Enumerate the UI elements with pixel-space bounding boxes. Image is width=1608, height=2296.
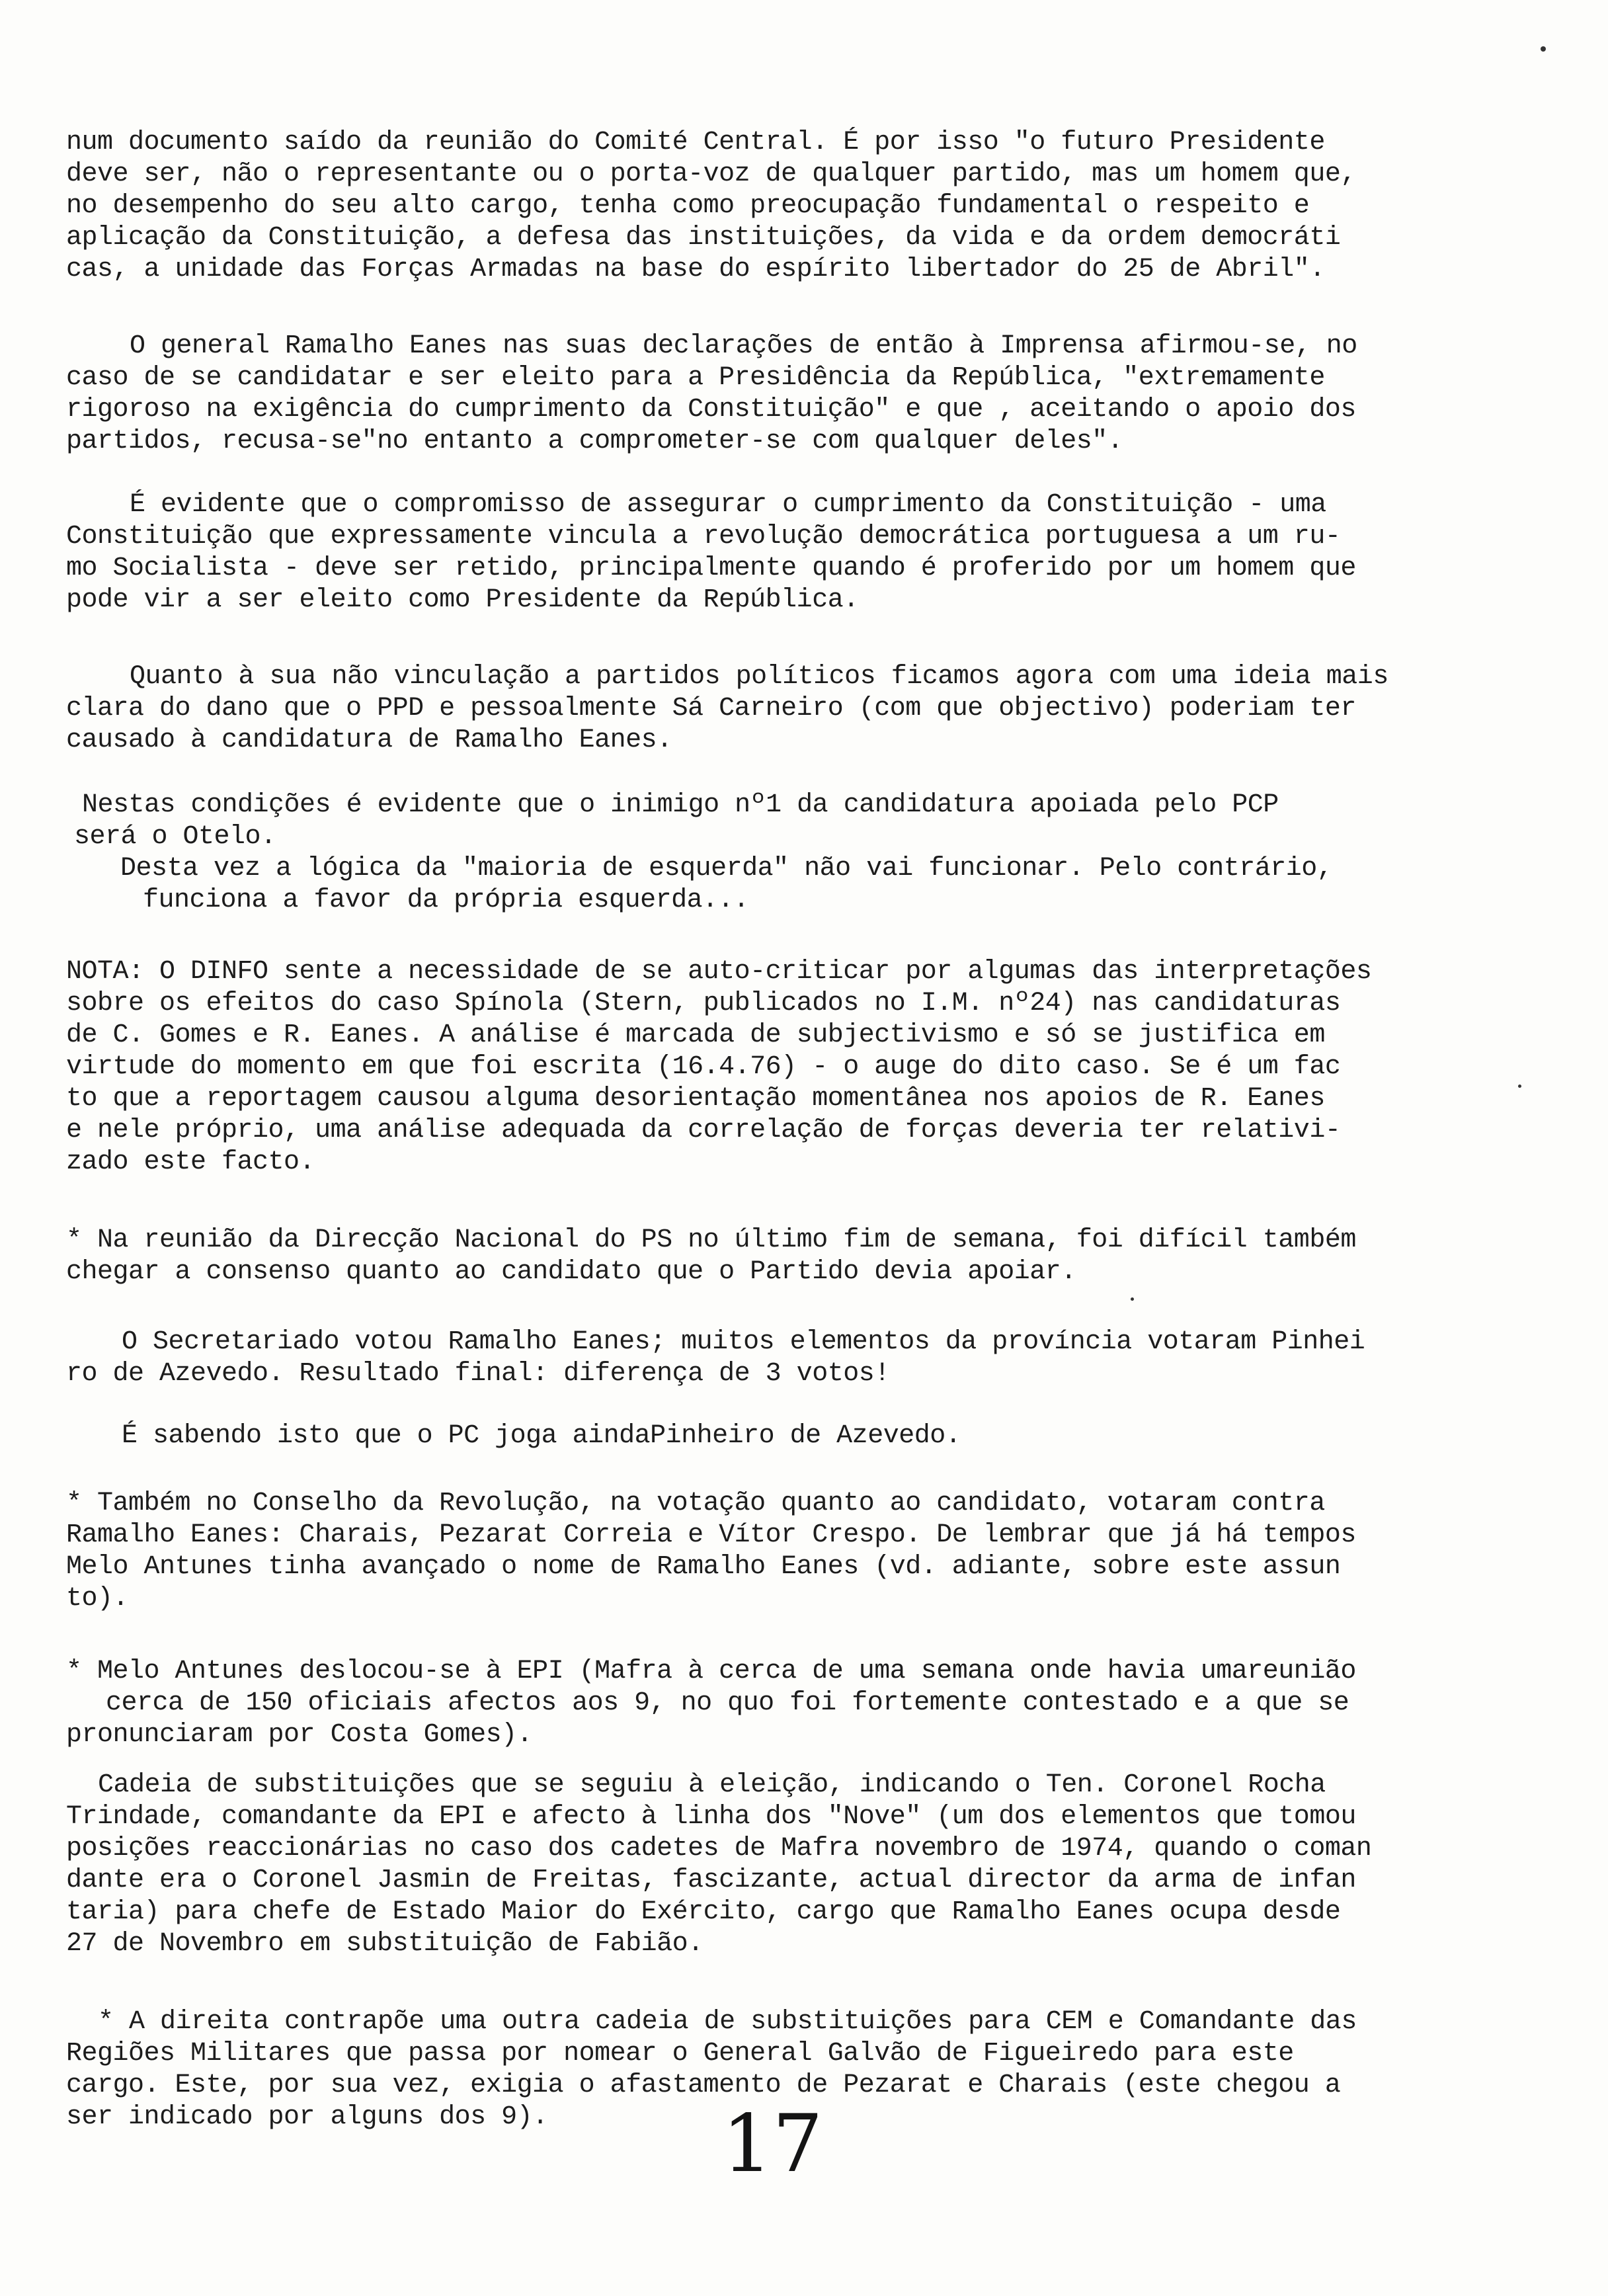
text-line: caso de se candidatar e ser eleito para a Presidência da República, "extremamente (66, 363, 1325, 393)
text-line: rigoroso na exigência do cumprimento da Constituição" e que , aceitando o apoio dos (66, 395, 1356, 425)
text-line: num documento saído da reunião do Comité Central. É por isso "o futuro Presidente (66, 128, 1325, 157)
text-line: to que a reportagem causou alguma desorientação momentânea nos apoios de R. Eanes (66, 1084, 1325, 1114)
text-line: Melo Antunes tinha avançado o nome de Ramalho Eanes (vd. adiante, sobre este assun (66, 1552, 1341, 1582)
text-line: cerca de 150 oficiais afectos aos 9, no quo foi fortemente contestado e a que se (106, 1688, 1349, 1718)
text-line: ro de Azevedo. Resultado final: diferença de 3 votos! (66, 1359, 890, 1389)
text-line: O Secretariado votou Ramalho Eanes; muitos elementos da província votaram Pinhei (122, 1327, 1365, 1357)
text-line: pode vir a ser eleito como Presidente da República. (66, 585, 859, 615)
text-line: sobre os efeitos do caso Spínola (Stern, publicados no I.M. nº24) nas candidaturas (66, 989, 1341, 1018)
text-line: to). (66, 1584, 129, 1614)
paragraph-3 (66, 489, 1468, 616)
page-number: 17 (722, 2098, 823, 2190)
text-line: clara do dano que o PPD e pessoalmente Sá Carneiro (com que objectivo) poderiam ter (66, 694, 1356, 723)
text-line: Nestas condições é evidente que o inimigo nº1 da candidatura apoiada pelo PCP (82, 790, 1279, 820)
text-line: * A direita contrapõe uma outra cadeia de substituições para CEM e Comandante das (98, 2007, 1357, 2037)
text-line: cas, a unidade das Forças Armadas na base do espírito libertador do 25 de Abril". (66, 255, 1325, 284)
text-line: O general Ramalho Eanes nas suas declarações de então à Imprensa afirmou-se, no (130, 331, 1357, 361)
text-line: ser indicado por alguns dos 9). (66, 2102, 548, 2132)
paragraph-revolution-council (66, 1488, 1468, 1615)
text-line: cargo. Este, por sua vez, exigia o afastamento de Pezarat e Charais (este chegou a (66, 2070, 1341, 2100)
paragraph-5 (66, 790, 1468, 917)
text-line: Ramalho Eanes: Charais, Pezarat Correia e Vítor Crespo. De lembrar que já há tempos (66, 1520, 1356, 1550)
text-line: causado à candidatura de Ramalho Eanes. (66, 725, 672, 755)
paragraph-4 (66, 661, 1468, 757)
scan-speck (1131, 1297, 1134, 1301)
text-line: dante era o Coronel Jasmin de Freitas, fascizante, actual director da arma de infan (66, 1866, 1356, 1895)
text-line: partidos, recusa-se"no entanto a comprometer-se com qualquer deles". (66, 427, 1123, 456)
text-line: virtude do momento em que foi escrita (16.4.76) - o auge do dito caso. Se é um fac (66, 1052, 1341, 1082)
text-line: Desta vez a lógica da "maioria de esquerda" não vai funcionar. Pelo contrário, (120, 854, 1333, 883)
text-line: será o Otelo. (74, 822, 276, 852)
text-line: Regiões Militares que passa por nomear o General Galvão de Figueiredo para este (66, 2039, 1294, 2069)
text-line: pronunciaram por Costa Gomes). (66, 1720, 533, 1750)
text-line: mo Socialista - deve ser retido, principalmente quando é proferido por um homem que (66, 554, 1356, 583)
text-line: funciona a favor da própria esquerda... (143, 885, 749, 915)
paragraph-ps-meeting (66, 1225, 1468, 1288)
scan-speck (1541, 46, 1546, 52)
text-line: Trindade, comandante da EPI e afecto à linha dos "Nove" (um dos elementos que tomou (66, 1802, 1356, 1832)
note-paragraph (66, 956, 1468, 1178)
text-line: aplicação da Constituição, a defesa das instituições, da vida e da ordem democráti (66, 223, 1341, 253)
text-line: e nele próprio, uma análise adequada da correlação de forças deveria ter relativi- (66, 1116, 1341, 1145)
text-line: taria) para chefe de Estado Maior do Exército, cargo que Ramalho Eanes ocupa desde (66, 1897, 1341, 1927)
paragraph-substitutions (66, 1770, 1468, 1960)
paragraph-secretariat (66, 1327, 1468, 1390)
text-line: * Melo Antunes deslocou-se à EPI (Mafra à cerca de uma semana onde havia umareunião (66, 1657, 1356, 1686)
text-line: posições reaccionárias no caso dos cadetes de Mafra novembro de 1974, quando o coman (66, 1834, 1372, 1864)
text-line: zado este facto. (66, 1147, 315, 1177)
text-line: Quanto à sua não vinculação a partidos políticos ficamos agora com uma ideia mais (130, 662, 1388, 692)
text-line: * Também no Conselho da Revolução, na votação quanto ao candidato, votaram contra (66, 1489, 1325, 1518)
paragraph-pc (66, 1420, 1468, 1452)
scan-speck (1518, 1085, 1521, 1088)
text-line: de C. Gomes e R. Eanes. A análise é marcada de subjectivismo e só se justifica em (66, 1020, 1325, 1050)
text-line: É sabendo isto que o PC joga aindaPinheiro de Azevedo. (122, 1421, 961, 1451)
text-line: NOTA: O DINFO sente a necessidade de se auto-criticar por algumas das interpretações (66, 957, 1372, 987)
text-line: no desempenho do seu alto cargo, tenha como preocupação fundamental o respeito e (66, 191, 1310, 221)
text-line: Constituição que expressamente vincula a revolução democrática portuguesa a um ru- (66, 522, 1341, 552)
text-line: É evidente que o compromisso de assegurar o cumprimento da Constituição - uma (130, 490, 1326, 520)
text-line: * Na reunião da Direcção Nacional do PS no último fim de semana, foi difícil também (66, 1225, 1356, 1255)
text-line: deve ser, não o representante ou o porta-voz de qualquer partido, mas um homem que, (66, 159, 1356, 189)
paragraph-melo-antunes (66, 1656, 1468, 1751)
text-line: chegar a consenso quanto ao candidato que o Partido devia apoiar. (66, 1257, 1076, 1287)
paragraph-2 (66, 331, 1468, 458)
text-line: Cadeia de substituições que se seguiu à eleição, indicando o Ten. Coronel Rocha (98, 1770, 1326, 1800)
text-line: 27 de Novembro em substituição de Fabião. (66, 1929, 704, 1959)
paragraph-1 (66, 127, 1468, 286)
